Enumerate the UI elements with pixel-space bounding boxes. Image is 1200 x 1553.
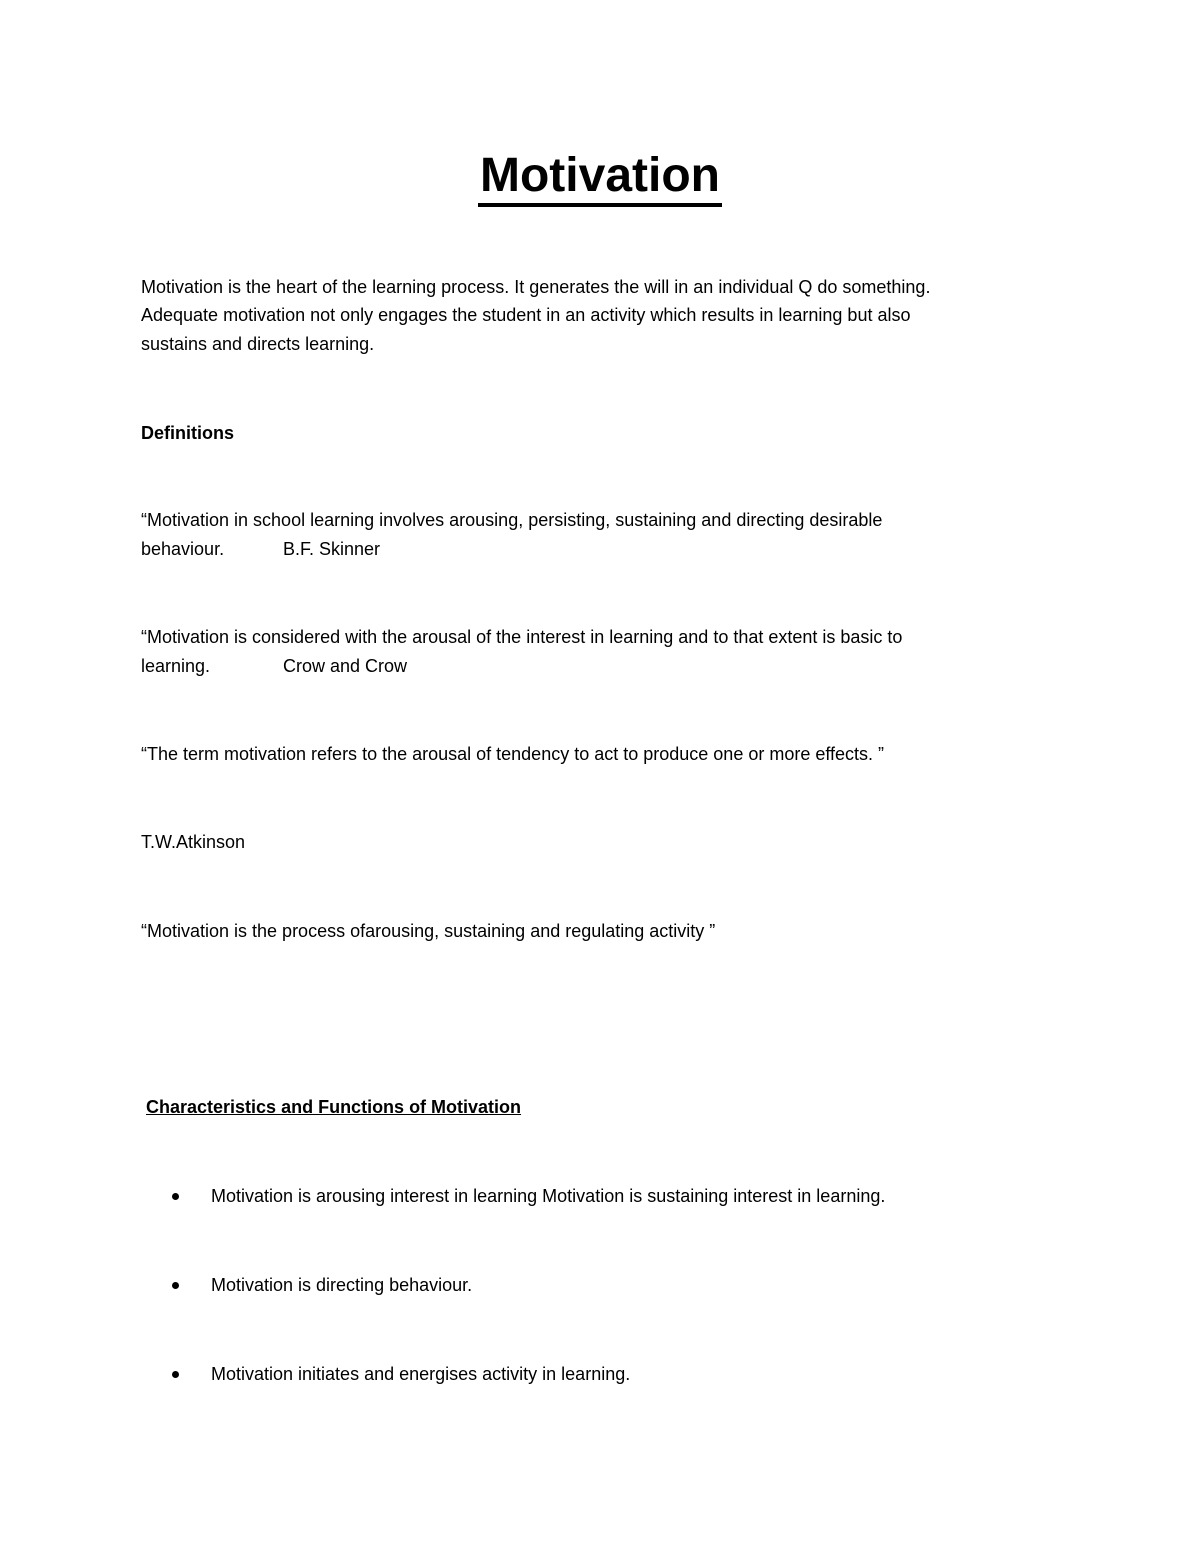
bullet-dot-icon (172, 1193, 179, 1200)
bullet-dot-icon (172, 1282, 179, 1289)
definition-3-author: T.W.Atkinson (141, 832, 246, 852)
definition-1-line-2: behaviour. (141, 539, 225, 559)
definition-2-line-2: learning. (141, 656, 211, 676)
intro-line-1: Motivation is the heart of the learning process. It generates the will in an individual Q do something. (141, 277, 931, 297)
characteristic-item-2: Motivation is directing behaviour. (211, 1275, 473, 1295)
page-title-text: Motivation (478, 149, 722, 207)
intro-line-3: sustains and directs learning. (141, 334, 375, 354)
definition-2-author: Crow and Crow (283, 656, 408, 676)
intro-line-2: Adequate motivation not only engages the student in an activity which results in learning but also (141, 305, 911, 325)
definition-1-author: B.F. Skinner (283, 539, 381, 559)
definition-3-line-1: “The term motivation refers to the arousal of tendency to act to produce one or more effects. ” (141, 744, 885, 764)
page-title (0, 146, 1200, 207)
definitions-heading: Definitions (141, 423, 234, 443)
characteristic-item-1: Motivation is arousing interest in learning Motivation is sustaining interest in learning. (211, 1186, 886, 1206)
definition-2-line-1: “Motivation is considered with the arousal of the interest in learning and to that extent is basic to (141, 627, 903, 647)
definition-1-line-1: “Motivation in school learning involves arousing, persisting, sustaining and directing desirable (141, 510, 883, 530)
definition-4-line-1: “Motivation is the process ofarousing, sustaining and regulating activity ” (141, 921, 716, 941)
bullet-dot-icon (172, 1371, 179, 1378)
characteristics-heading: Characteristics and Functions of Motivation (146, 1097, 522, 1117)
characteristic-item-3: Motivation initiates and energises activity in learning. (211, 1364, 631, 1384)
